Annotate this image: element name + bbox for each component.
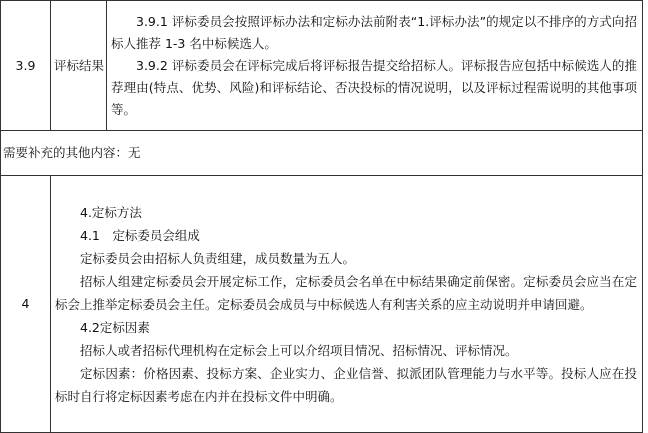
paragraph: 定标委员会由招标人负责组建，成员数量为五人。	[80, 250, 356, 266]
clause-number-cell: 3.9	[1, 1, 51, 131]
clause-item-cell: 评标结果	[51, 1, 107, 131]
supplement-cell: 需要补充的其他内容：无	[1, 131, 643, 176]
clause-content-cell	[107, 1, 643, 131]
clause-number-cell: 4	[1, 176, 51, 433]
table-row	[1, 1, 643, 131]
table-row	[1, 131, 643, 176]
paragraph: 招标人或者招标代理机构在定标会上可以介绍项目情况、招标情况、评标情况。	[80, 342, 518, 358]
table-row	[1, 176, 643, 433]
paragraph-3-9-1: 3.9.1 评标委员会按照评标办法和定标办法前附表“1.评标办法”的规定以不排序的方式向招标人推荐 1-3 名中标候选人。	[111, 13, 637, 51]
paragraph: 定标因素：价格因素、投标方案、企业实力、企业信誉、拟派团队管理能力与水平等。投标人应在投标时自行将定标因素考虑在内并在投标文件中明确。	[55, 365, 637, 404]
subsection-heading: 4.2定标因素	[80, 319, 150, 335]
paragraph-3-9-2: 3.9.2 评标委员会在评标完成后将评标报告提交给招标人。评标报告应包括中标候选人的推荐理由(特点、优势、风险)和评标结论、否决投标的情况说明，以及评标过程需说明的其他事项等。	[111, 57, 637, 117]
section-heading: 4.定标方法	[80, 204, 142, 220]
clause-content-cell	[51, 176, 643, 433]
paragraph: 招标人组建定标委员会开展定标工作，定标委员会名单在中标结果确定前保密。定标委员会应当在定标会上推举定标委员会主任。定标委员会成员与中标候选人有利害关系的应主动说明并申请回避。	[55, 273, 637, 312]
subsection-heading: 4.1 定标委员会组成	[80, 227, 200, 243]
